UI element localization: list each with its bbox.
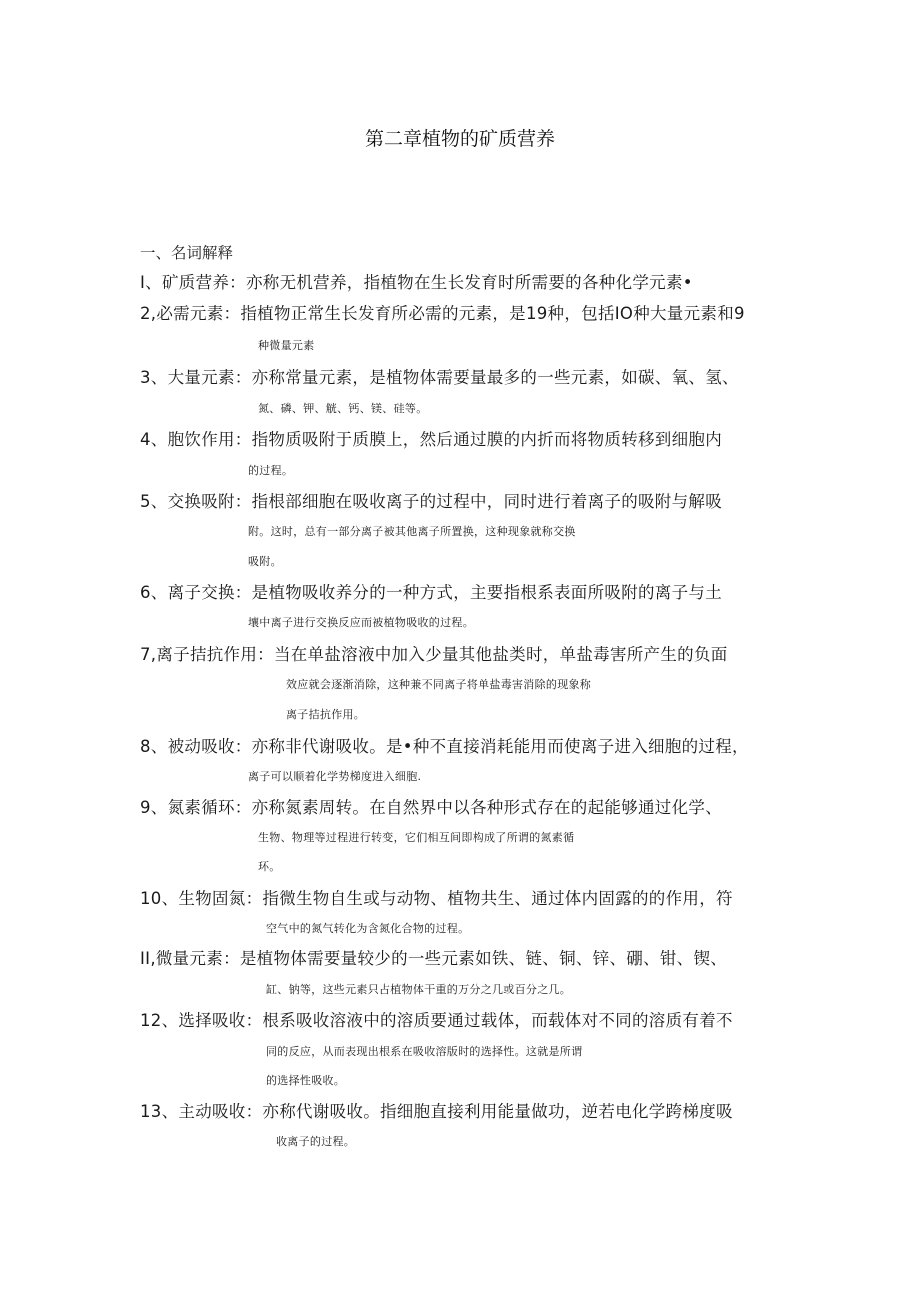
entry-line: 收离子的过程。 <box>276 1135 356 1148</box>
section-heading: 一、名词解释 <box>140 244 234 262</box>
entry-line: 13、主动吸收：亦称代谢吸收。指细胞直接利用能量做功，逆若电化学跨梯度吸 <box>140 1102 733 1121</box>
entry-line: I、矿质营养：亦称无机营养，指植物在生长发育时所需要的各种化学元素• <box>140 273 693 292</box>
page-title: 第二章植物的矿质营养 <box>364 128 555 150</box>
entry-line: 缸、钠等，这些元素只占植物体干重的万分之几或百分之几。 <box>266 983 572 996</box>
entry-line: 12、选择吸收：根系吸收溶液中的溶质要通过载体，而载体对不同的溶质有着不 <box>140 1011 733 1030</box>
entry-line: 空气中的氮气转化为含氮化合物的过程。 <box>266 922 470 935</box>
entry-line: 效应就会逐渐消除，这种兼不同离子将单盐毒害消除的现象称 <box>286 678 592 691</box>
entry-line: 同的反应，从而表现出根系在吸收溶版时的选择性。这就是所谓 <box>266 1045 583 1058</box>
entry-line: 7,离子拮抗作用：当在单盐溶液中加入少量其他盐类时，单盐毒害所产生的负面 <box>140 645 728 664</box>
entry-line: 6、离子交换：是植物吸收养分的一种方式，主要指根系表面所吸附的离子与土 <box>140 583 722 602</box>
entry-line: 离子拮抗作用。 <box>286 708 366 721</box>
entry-line: 氮、磷、钾、觥、钙、镁、硅等。 <box>258 402 428 415</box>
entry-line: 3、大量元素：亦称常量元素，是植物体需要量最多的一些元素，如碳、氧、氢、 <box>140 368 739 387</box>
entry-line: 5、交换吸附：指根部细胞在吸收离子的过程中，同时进行着离子的吸附与解吸 <box>140 492 722 511</box>
entry-line: 生物、物理等过程进行转变，它们相互间即构成了所谓的氮素循 <box>258 831 575 844</box>
entry-line: 4、胞饮作用：指物质吸附于质膜上，然后通过膜的内折而将物质转移到细胞内 <box>140 430 722 449</box>
entry-line: 种微量元素 <box>258 339 315 352</box>
entry-line: 环。 <box>258 860 281 873</box>
entry-line: 吸附。 <box>248 555 282 568</box>
entry-line: 的选择性吸收。 <box>266 1074 346 1087</box>
entry-line: 的过程。 <box>248 464 294 477</box>
entry-line: 10、生物固氮：指微生物自生或与动物、植物共生、通过体内固露的的作用，符 <box>140 889 733 908</box>
entry-line: 8、被动吸收：亦称非代谢吸收。是•种不直接消耗能用而使离子进入细胞的过程， <box>140 737 749 756</box>
entry-line: 离子可以顺着化学势梯度进入细胞. <box>248 770 422 783</box>
entry-line: 2,必需元素：指植物正常生长发育所必需的元素，是19种，包括IO种大量元素和9 <box>140 304 745 323</box>
entry-line: 9、氮素循环：亦称氮素周转。在自然界中以各种形式存在的起能够通过化学、 <box>140 798 722 817</box>
entry-line: 壤中离子进行交换反应而被植物吸收的过程。 <box>248 616 474 629</box>
entry-line: 附。这时，总有一部分离子被其他离子所置换，这种现象就称交换 <box>248 525 576 538</box>
entry-line: II,微量元素：是植物体需要量较少的一些元素如铁、链、铜、锌、硼、钳、锲、 <box>140 949 728 968</box>
